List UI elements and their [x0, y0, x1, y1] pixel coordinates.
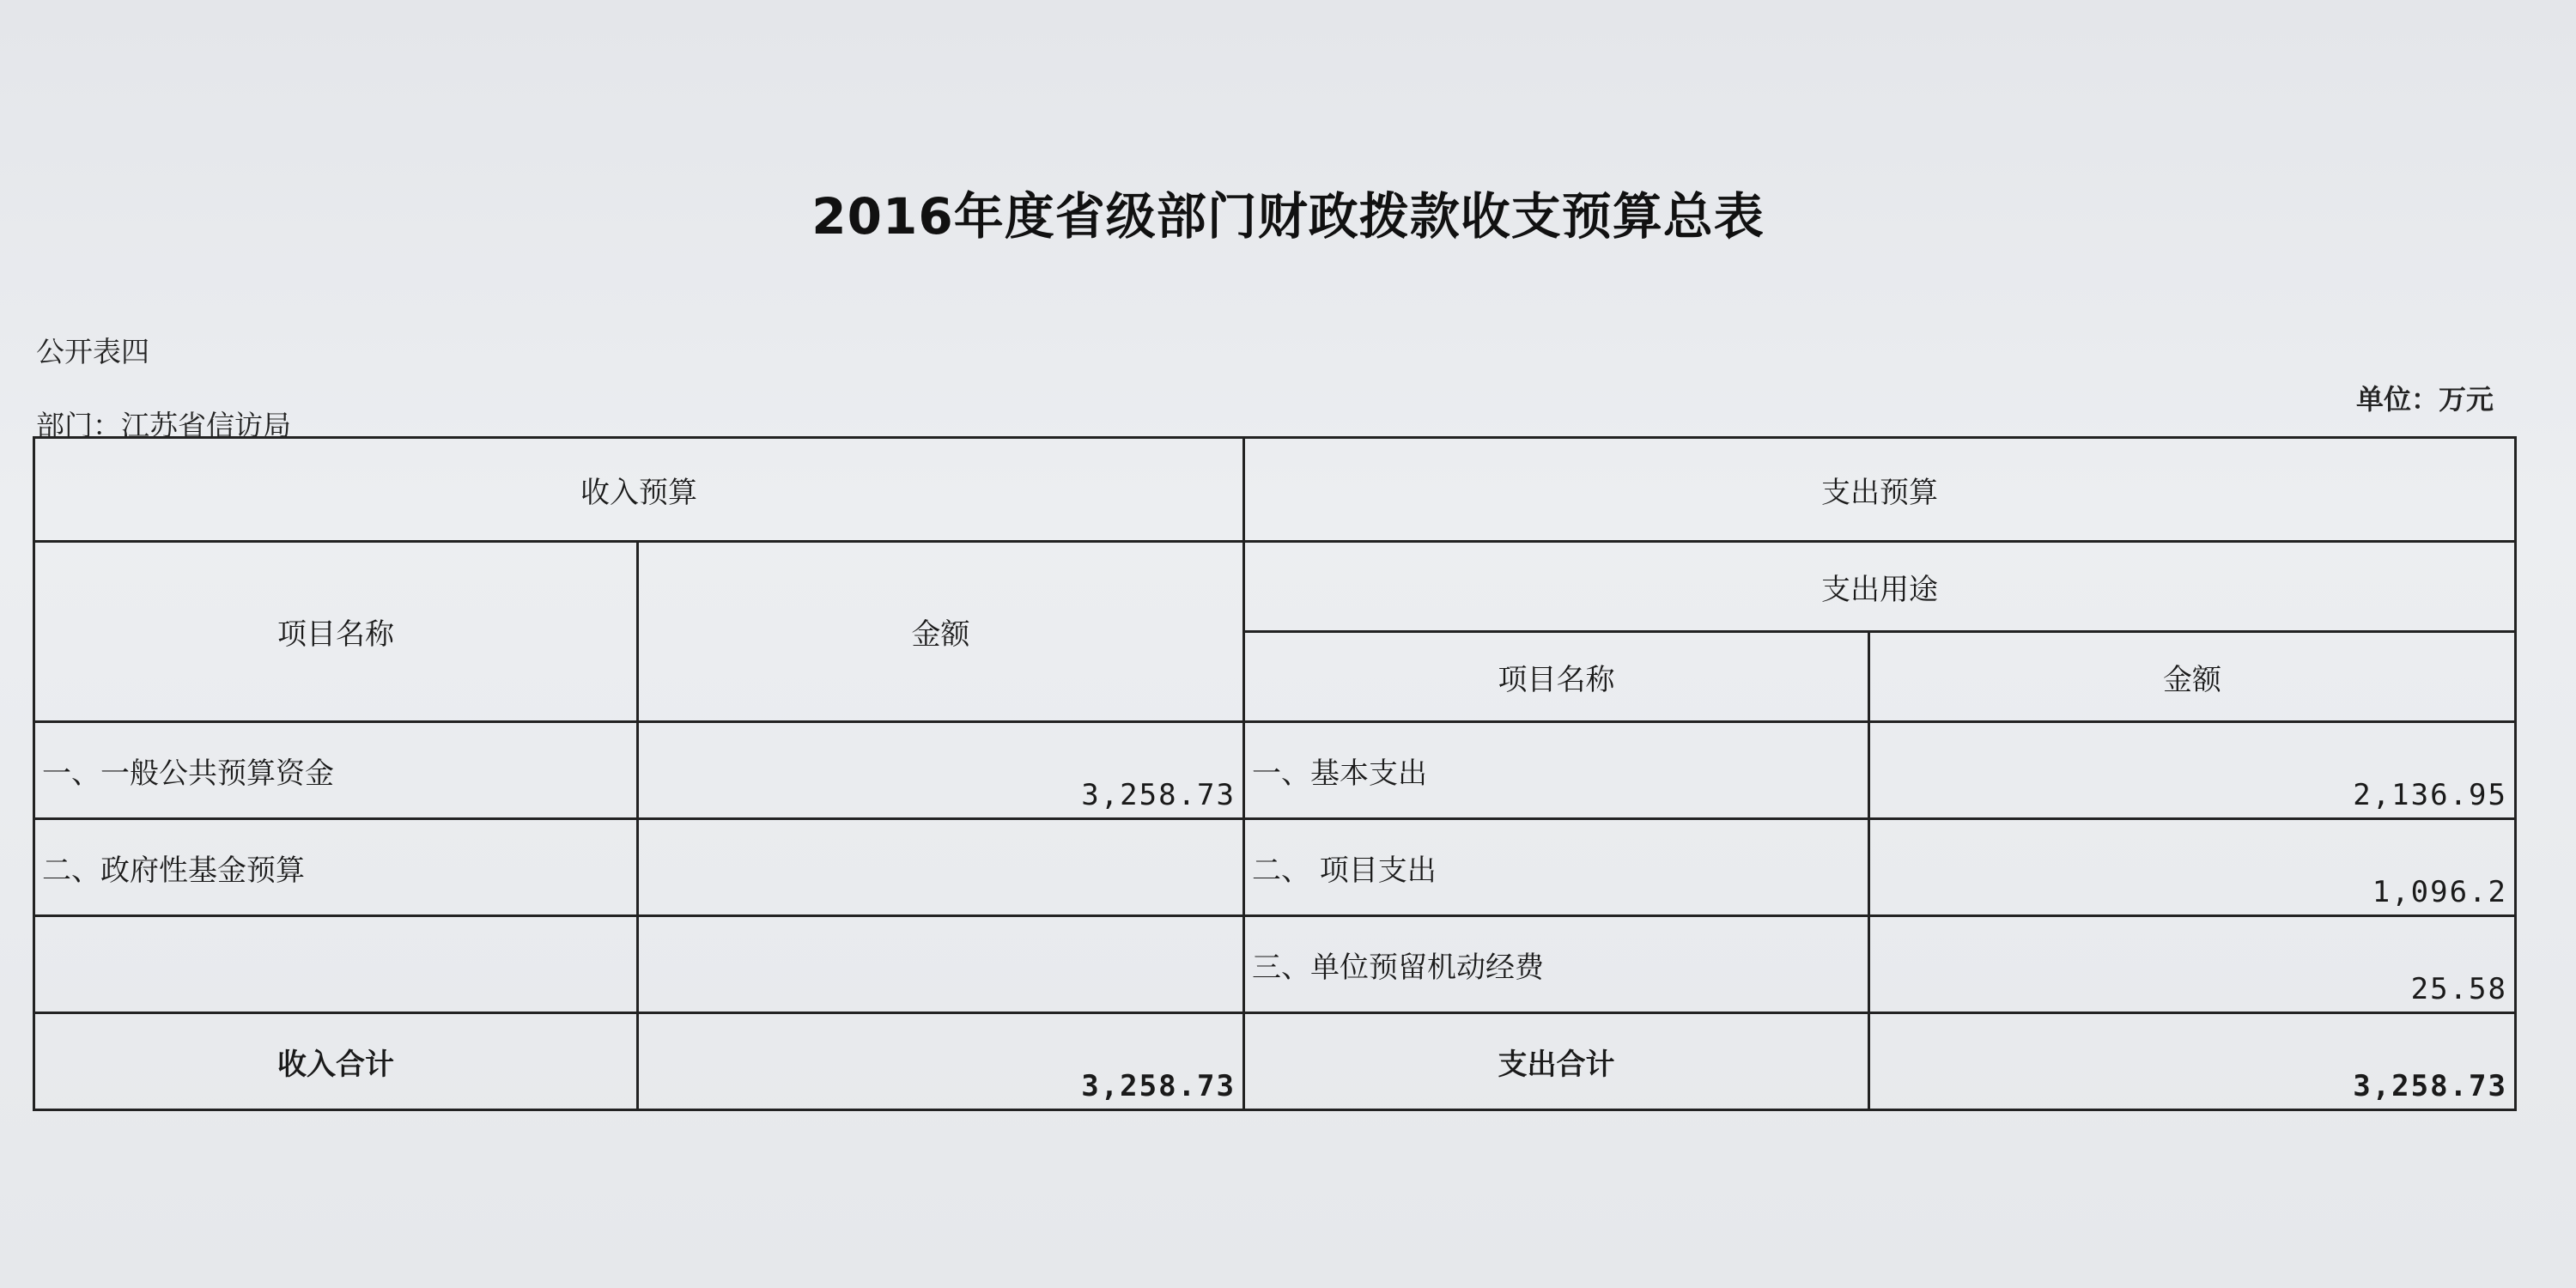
expense-item-name-header: 项目名称 — [1244, 632, 1869, 722]
expense-item-amount: 2,136.95 — [1869, 722, 2516, 819]
expense-item-amount: 25.58 — [1869, 916, 2516, 1013]
income-item-amount — [638, 916, 1244, 1013]
total-row — [34, 1013, 2516, 1110]
department-label: 部门：江苏省信访局 — [36, 409, 291, 442]
income-item-name: 一、一般公共预算资金 — [34, 722, 638, 819]
income-amount-header: 金额 — [638, 542, 1244, 722]
income-total-amount: 3,258.73 — [638, 1013, 1244, 1110]
expense-use-header: 支出用途 — [1244, 542, 2516, 632]
expense-item-name: 一、基本支出 — [1244, 722, 1869, 819]
page-title: 2016年度省级部门财政拨款收支预算总表 — [811, 187, 1765, 246]
expense-item-name: 三、单位预留机动经费 — [1244, 916, 1869, 1013]
expense-amount-header: 金额 — [1869, 632, 2516, 722]
form-number: 公开表四 — [36, 335, 149, 368]
table-row — [34, 722, 2516, 819]
expense-total-amount: 3,258.73 — [1869, 1013, 2516, 1110]
income-item-amount — [638, 819, 1244, 916]
table-row — [34, 819, 2516, 916]
income-item-name-header: 项目名称 — [34, 542, 638, 722]
expense-budget-header: 支出预算 — [1244, 438, 2516, 542]
expense-item-amount: 1,096.2 — [1869, 819, 2516, 916]
income-item-name — [34, 916, 638, 1013]
income-item-name: 二、政府性基金预算 — [34, 819, 638, 916]
unit-label: 单位：万元 — [2355, 383, 2494, 416]
expense-item-name: 二、 项目支出 — [1244, 819, 1869, 916]
income-item-amount: 3,258.73 — [638, 722, 1244, 819]
budget-table — [33, 436, 2517, 1111]
income-total-label: 收入合计 — [34, 1013, 638, 1110]
expense-total-label: 支出合计 — [1244, 1013, 1869, 1110]
income-budget-header: 收入预算 — [34, 438, 1244, 542]
table-row — [34, 916, 2516, 1013]
